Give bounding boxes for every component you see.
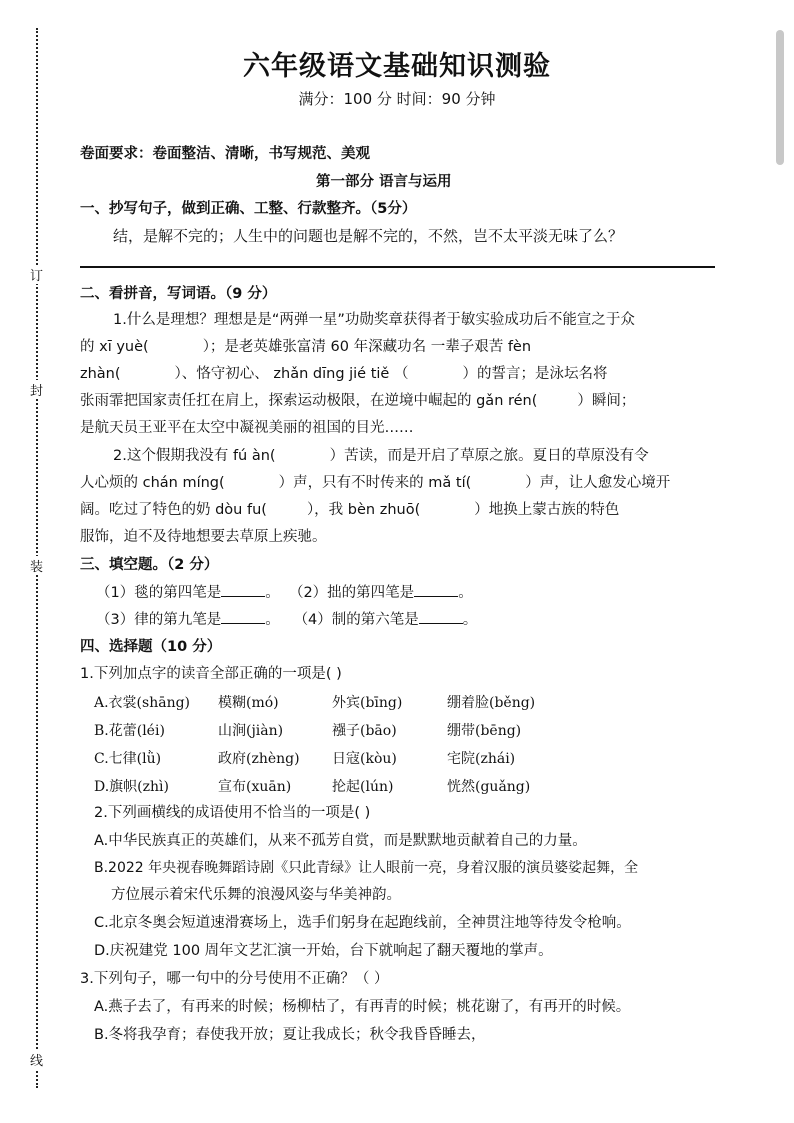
answer-blank[interactable] [414,582,458,597]
paper-requirement: 卷面要求：卷面整洁、清晰，书写规范、美观 [80,146,370,162]
q2-option-b: B.2022 年央视春晚舞蹈诗剧《只此青绿》让人眼前一亮，身着汉服的演员婆娑起舞，全 [94,860,639,876]
q3-stem: 3.下列句子，哪一句中的分号使用不正确？（ ） [80,971,389,987]
q1-option-d-3: 抡起(lún) [332,779,394,795]
q1-option-a-1: A.衣裳(shāng) [94,695,191,711]
q3-option-a: A.燕子去了，有再来的时候；杨柳枯了，有再青的时候；桃花谢了，有再开的时候。 [94,999,631,1015]
q1-option-b-1: B.花蕾(léi) [94,723,165,739]
q1-option-c-2: 政府(zhèng) [218,751,300,767]
section-2-heading: 二、看拼音，写词语。（9 分） [80,286,277,302]
answer-blank[interactable] [221,582,265,597]
q1-option-d-4: 恍然(guǎng) [447,779,531,795]
section-4-heading: 四、选择题（10 分） [80,639,222,655]
q1-option-d-1: D.旗帜(zhì) [94,779,169,795]
copy-sentence: 结，是解不完的；人生中的问题也是解不完的，不然，岂不太平淡无味了么？ [113,227,624,245]
q2-option-b-cont: 方位展示着宋代乐舞的浪漫风姿与华美神韵。 [111,887,401,903]
q1-option-b-2: 山涧(jiàn) [218,723,284,739]
s2-p1-line3: zhàn( ）、恪守初心、 zhǎn dīng jié tiě （ ）的誓言；是泳坛名将 [80,366,608,382]
page-title: 六年级语文基础知识测验 [243,51,551,82]
q1-option-a-3: 外宾(bīng) [332,695,403,711]
q3-option-b: B.冬将我孕育；春使我开放；夏让我成长；秋令我昏昏睡去， [94,1027,486,1043]
q1-option-c-4: 宅院(zhái) [447,751,516,767]
section-3-heading: 三、填空题。（2 分） [80,557,219,573]
binding-label-ding: 订 [30,265,43,284]
binding-label-feng: 封 [30,380,43,399]
s2-p1-line1: 1.什么是理想？理想是是“两弹一星”功勋奖章获得者于敏实验成功后不能宣之于众 [113,312,635,328]
s2-p2-line4: 服饰，迫不及待地想要去草原上疾驰。 [80,529,327,545]
s2-p1-line4: 张雨霏把国家责任扛在肩上，探索运动极限，在逆境中崛起的 gǎn rén( ）瞬间； [80,393,636,409]
q1-option-c-1: C.七律(lǜ) [94,751,162,767]
s3-row1: （1）毯的第四笔是 。 （2）拙的第四笔是 。 [96,582,473,603]
section-1-heading: 一、抄写句子，做到正确、工整、行款整齐。（5分） [80,201,417,217]
q1-option-a-4: 绷着脸(běng) [447,695,536,711]
part-title: 第一部分 语言与运用 [316,174,452,190]
q1-option-a-2: 模糊(mó) [218,695,279,711]
s2-p2-line2: 人心烦的 chán míng( ）声，只有不时传来的 mǎ tí( ）声，让人愈发心境开 [80,475,671,491]
binding-label-zhuang: 装 [30,556,43,575]
s2-p1-line2: 的 xī yuè( ）；是老英雄张富清 60 年深藏功名 一辈子艰苦 fèn [80,339,532,355]
q2-option-a: A.中华民族真正的英雄们，从来不孤芳自赏，而是默默地贡献着自己的力量。 [94,833,587,849]
s2-p2-line1: 2.这个假期我没有 fú àn( ）苦读，而是开启了草原之旅。夏日的草原没有令 [113,448,649,464]
writing-line[interactable] [80,266,715,268]
binding-label-xian: 线 [30,1050,43,1069]
q1-stem: 1.下列加点字的读音全部正确的一项是( ) [80,666,342,682]
q1-option-b-3: 襁子(bāo) [332,723,397,739]
s3-row2: （3）律的第九笔是 。 （4）制的第六笔是 。 [96,609,477,630]
answer-blank[interactable] [419,609,463,624]
s2-p1-line5: 是航天员王亚平在太空中凝视美丽的祖国的目光…… [80,420,414,436]
q2-stem: 2.下列画横线的成语使用不恰当的一项是( ) [94,805,371,821]
exam-info: 满分：100 分 时间：90 分钟 [298,90,496,108]
q2-option-c: C.北京冬奥会短道速滑赛场上，选手们躬身在起跑线前，全神贯注地等待发令枪响。 [94,915,631,931]
q1-option-d-2: 宣布(xuān) [218,779,292,795]
answer-blank[interactable] [221,609,265,624]
q1-option-b-4: 绷带(bēng) [447,723,522,739]
q2-option-d: D.庆祝建党 100 周年文艺汇演一开始，台下就响起了翻天覆地的掌声。 [94,943,553,959]
s2-p2-line3: 阔。吃过了特色的奶 dòu fu( ），我 bèn zhuō( ）地换上蒙古族的特色 [80,502,620,518]
q1-option-c-3: 日寇(kòu) [332,751,397,767]
